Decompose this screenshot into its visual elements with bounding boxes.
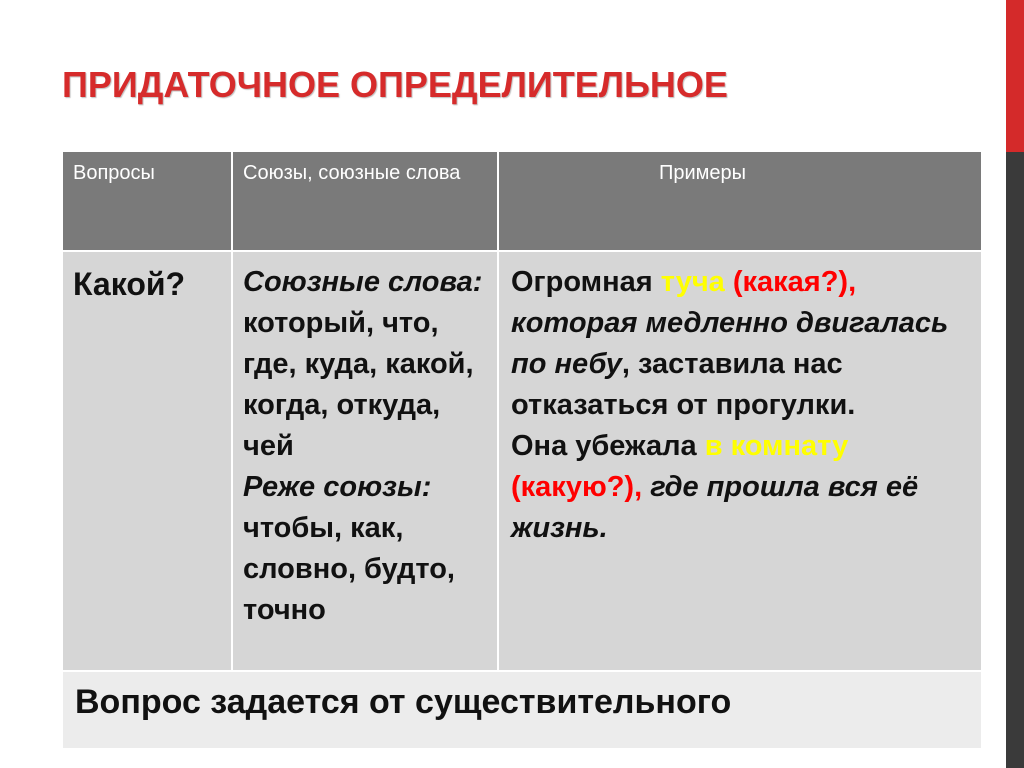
header-questions: Вопросы [62,151,232,251]
example-1-rest: , заставила нас отказаться от прогулки. [511,348,856,421]
example-1 [511,266,948,421]
allied-words-label: Союзные слова: [243,266,483,298]
table-row [62,251,982,671]
conjunctions-cell [232,251,498,671]
side-accent-bar-red [1006,0,1024,152]
table-header-row [62,151,982,251]
header-conjunctions: Союзы, союзные слова [232,151,498,251]
rare-conjunctions-label: Реже союзы: [243,471,432,503]
allied-words-list: который, что, где, куда, какой, когда, откуда, чей [243,307,474,462]
example-2-clause: где прошла вся её жизнь. [511,471,919,544]
question-cell: Какой? [62,251,232,671]
example-1-question: (какая?), [724,266,857,298]
note-cell: Вопрос задается от существительного [62,671,982,749]
table-row-note [62,671,982,749]
example-2-noun: в комнату [704,430,849,462]
example-1-noun: туча [660,266,725,298]
example-1-clause: которая медленно двигалась по небу [511,307,949,380]
example-2 [511,426,967,549]
header-examples: Примеры [498,151,982,251]
slide-title: ПРИДАТОЧНОЕ ОПРЕДЕЛИТЕЛЬНОЕ [62,64,728,105]
example-1-start: Огромная [511,266,661,298]
example-2-question: (какую?), [511,471,643,503]
rare-conjunctions-list: чтобы, как, словно, будто, точно [243,512,455,626]
examples-cell [498,251,982,671]
side-accent-bar-dark [1006,152,1024,768]
example-2-start: Она убежала [511,430,705,462]
grammar-table [61,150,983,750]
